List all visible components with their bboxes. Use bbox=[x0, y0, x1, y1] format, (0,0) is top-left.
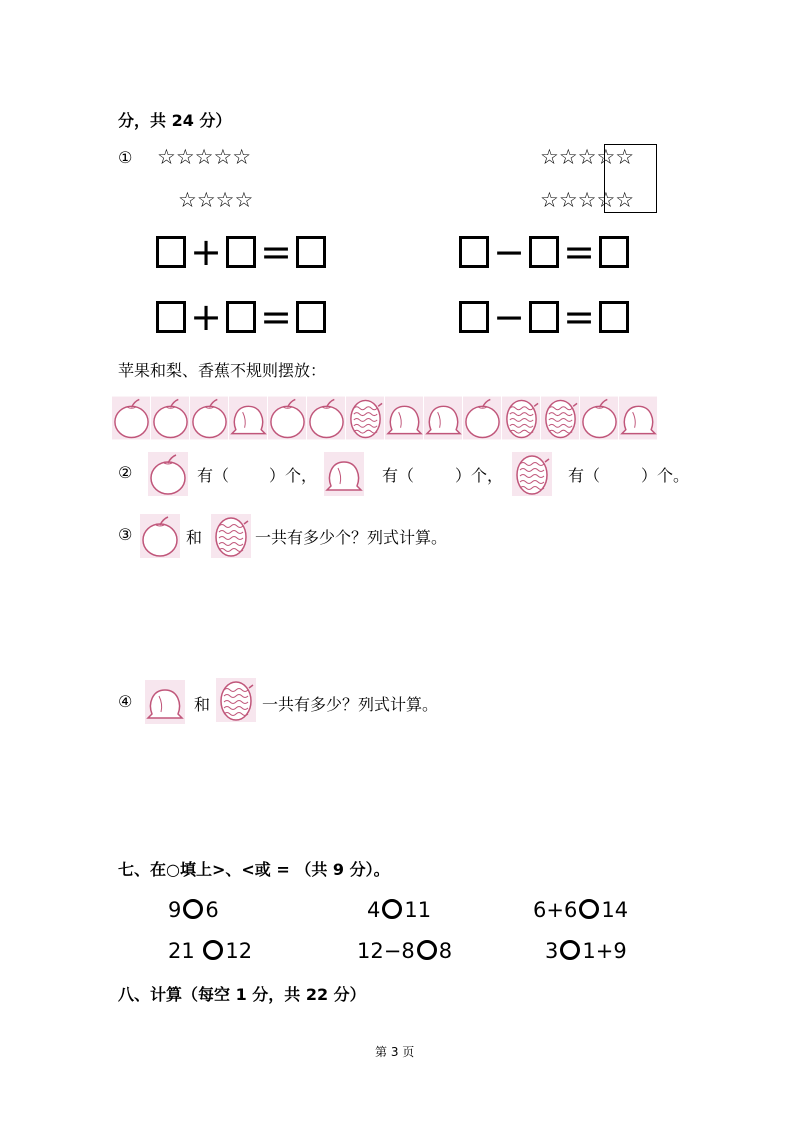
compare-right: 12 bbox=[225, 939, 253, 963]
compare-left: 9 bbox=[168, 898, 182, 922]
answer-box[interactable] bbox=[599, 301, 629, 333]
peach-count-close: ）个， bbox=[455, 466, 504, 485]
equation-sub-1 bbox=[459, 230, 629, 274]
answer-box[interactable] bbox=[599, 236, 629, 268]
apple-count-close: ）个， bbox=[269, 466, 318, 485]
watermelon-icon bbox=[541, 396, 580, 440]
equals-sign: = bbox=[563, 295, 595, 339]
peach-icon bbox=[385, 396, 424, 440]
watermelon-count-open: 有（ bbox=[568, 466, 601, 485]
compare-left: 6+6 bbox=[533, 898, 578, 922]
compare-left: 12−8 bbox=[357, 939, 415, 963]
equals-sign: = bbox=[260, 295, 292, 339]
stars-right-row-2: ☆☆☆☆☆ bbox=[540, 188, 635, 212]
peach-icon bbox=[619, 396, 658, 440]
compare-circle[interactable] bbox=[579, 899, 599, 919]
equation-add-2 bbox=[156, 295, 326, 339]
compare-circle[interactable] bbox=[560, 940, 580, 960]
equals-sign: = bbox=[260, 230, 292, 274]
answer-box[interactable] bbox=[226, 236, 256, 268]
compare-left: 4 bbox=[367, 898, 381, 922]
minus-sign: − bbox=[493, 230, 525, 274]
equation-add-1 bbox=[156, 230, 326, 274]
minus-sign: − bbox=[493, 295, 525, 339]
answer-box[interactable] bbox=[156, 301, 186, 333]
peach-icon bbox=[424, 396, 463, 440]
apple-icon bbox=[151, 396, 190, 440]
apple-icon bbox=[463, 396, 502, 440]
answer-box[interactable] bbox=[529, 236, 559, 268]
question-4-text: 一共有多少？列式计算。 bbox=[262, 695, 439, 714]
question-3-text: 一共有多少个？列式计算。 bbox=[255, 528, 448, 547]
compare-right: 8 bbox=[438, 939, 453, 963]
apple-icon bbox=[307, 396, 346, 440]
peach-icon bbox=[229, 396, 268, 440]
peach-count-open: 有（ bbox=[382, 466, 415, 485]
apple-icon bbox=[140, 514, 180, 558]
peach-icon bbox=[145, 680, 185, 724]
stars-left-row-1: ☆☆☆☆☆ bbox=[157, 145, 252, 169]
equation-sub-2 bbox=[459, 295, 629, 339]
compare-item-4 bbox=[168, 939, 252, 963]
apple-icon bbox=[112, 396, 151, 440]
watermelon-icon bbox=[346, 396, 385, 440]
compare-right: 1+9 bbox=[582, 939, 627, 963]
grouping-frame bbox=[604, 144, 657, 213]
question-4-marker: ④ bbox=[118, 692, 133, 711]
compare-circle[interactable] bbox=[183, 899, 203, 919]
page-number: 第 3 页 bbox=[375, 1045, 415, 1059]
plus-sign: + bbox=[190, 295, 222, 339]
stars-left-row-2: ☆☆☆☆ bbox=[178, 188, 254, 212]
section-7-title: 七、在○填上>、<或 = （共 9 分）。 bbox=[118, 860, 390, 879]
compare-circle[interactable] bbox=[417, 940, 437, 960]
compare-item-2 bbox=[367, 898, 431, 922]
section-header-fragment: 分，共 24 分） bbox=[118, 111, 232, 130]
apple-count-open: 有（ bbox=[197, 466, 230, 485]
watermelon-icon bbox=[216, 678, 256, 722]
apple-icon bbox=[268, 396, 307, 440]
answer-box[interactable] bbox=[226, 301, 256, 333]
apple-icon bbox=[580, 396, 619, 440]
compare-circle[interactable] bbox=[203, 940, 223, 960]
compare-right: 14 bbox=[601, 898, 629, 922]
question-2-marker: ② bbox=[118, 463, 133, 482]
answer-box[interactable] bbox=[296, 236, 326, 268]
answer-box[interactable] bbox=[459, 301, 489, 333]
fruit-row bbox=[112, 396, 658, 440]
answer-box[interactable] bbox=[296, 301, 326, 333]
compare-right: 6 bbox=[205, 898, 219, 922]
answer-box[interactable] bbox=[529, 301, 559, 333]
and-text: 和 bbox=[186, 528, 203, 547]
and-text: 和 bbox=[194, 695, 211, 714]
compare-circle[interactable] bbox=[382, 899, 402, 919]
plus-sign: + bbox=[190, 230, 222, 274]
fruit-intro-text: 苹果和梨、香蕉不规则摆放： bbox=[118, 361, 327, 380]
compare-left: 3 bbox=[545, 939, 559, 963]
peach-icon bbox=[324, 452, 364, 496]
compare-item-3 bbox=[533, 898, 628, 922]
question-3-marker: ③ bbox=[118, 525, 133, 544]
compare-item-5 bbox=[357, 939, 452, 963]
watermelon-icon bbox=[502, 396, 541, 440]
compare-item-1 bbox=[168, 898, 219, 922]
watermelon-count-close: ）个。 bbox=[641, 466, 690, 485]
section-8-title: 八、计算（每空 1 分，共 22 分） bbox=[118, 985, 366, 1004]
compare-item-6 bbox=[545, 939, 627, 963]
apple-icon bbox=[148, 452, 188, 496]
compare-left: 21 bbox=[168, 939, 202, 963]
apple-icon bbox=[190, 396, 229, 440]
equals-sign: = bbox=[563, 230, 595, 274]
watermelon-icon bbox=[211, 514, 251, 558]
stars-right-row-1: ☆☆☆☆☆ bbox=[540, 145, 635, 169]
question-1-marker: ① bbox=[118, 148, 133, 167]
compare-right: 11 bbox=[404, 898, 432, 922]
watermelon-icon bbox=[512, 452, 552, 496]
answer-box[interactable] bbox=[459, 236, 489, 268]
answer-box[interactable] bbox=[156, 236, 186, 268]
